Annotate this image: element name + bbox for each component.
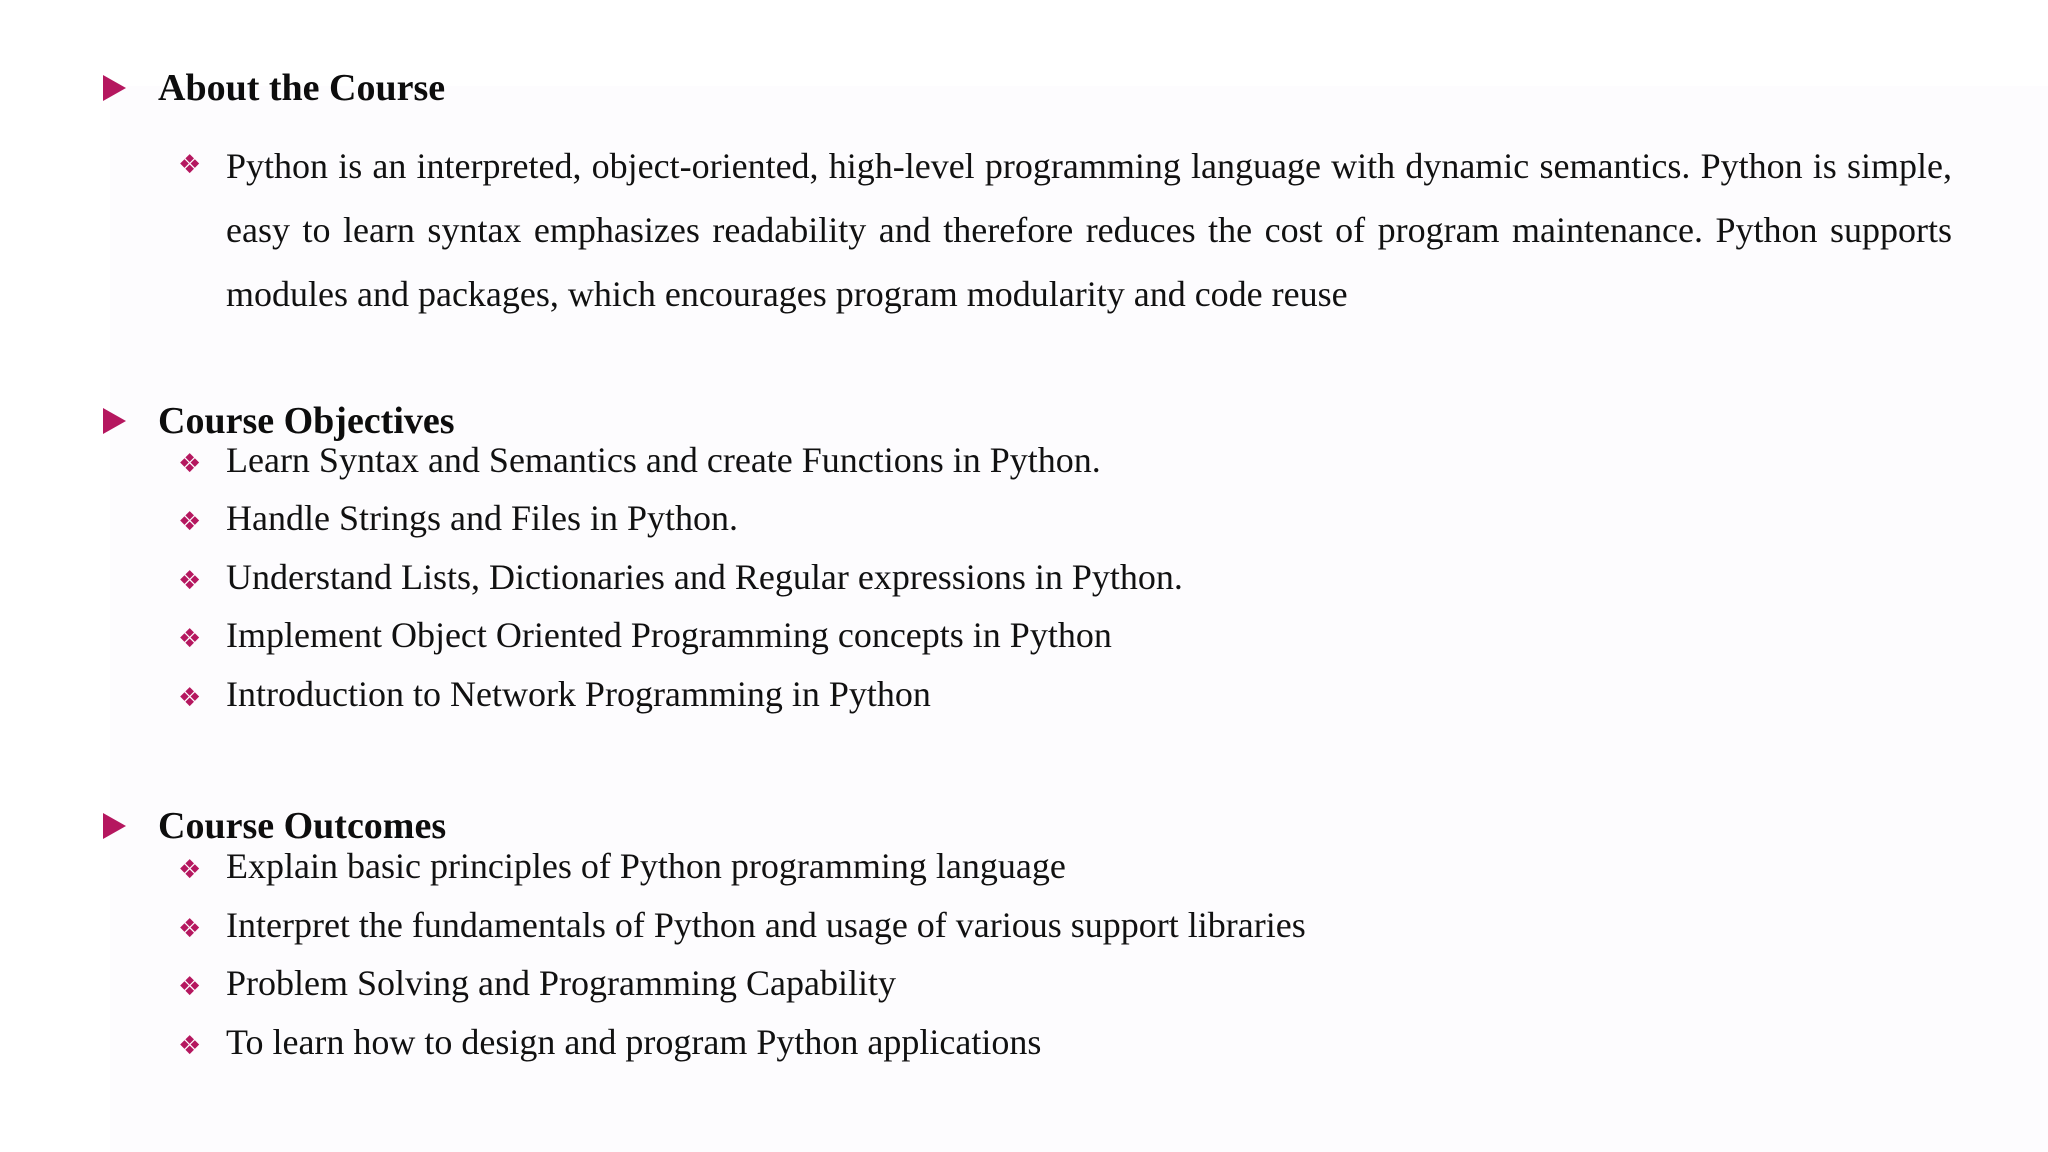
list-item-text: Explain basic principles of Python programming language <box>226 846 1066 886</box>
diamond-bullet-icon: ❖ <box>178 683 202 713</box>
diamond-bullet-icon: ❖ <box>178 449 202 479</box>
section-heading-text: Course Objectives <box>158 400 455 442</box>
list-item-text: Interpret the fundamentals of Python and usage of various support libraries <box>226 905 1306 945</box>
section-heading-text: About the Course <box>158 67 446 109</box>
diamond-bullet-icon: ❖ <box>178 1031 202 1061</box>
list-item-text: To learn how to design and program Python applications <box>226 1022 1042 1062</box>
diamond-bullet-icon: ❖ <box>178 914 202 944</box>
diamond-bullet-icon: ❖ <box>178 624 202 654</box>
list-item-text: Understand Lists, Dictionaries and Regular expressions in Python. <box>226 557 1183 597</box>
list-item-text: Implement Object Oriented Programming concepts in Python <box>226 615 1112 655</box>
diamond-bullet-icon: ❖ <box>178 972 202 1002</box>
triangle-bullet-icon <box>103 813 126 839</box>
triangle-bullet-icon <box>103 75 126 101</box>
list-item-text: Introduction to Network Programming in Python <box>226 674 931 714</box>
course-description: Python is an interpreted, object-oriented, high-level programming language with dynamic semantics. Python is simple, easy to learn syntax emphasizes readability and therefore reduces the cost of program maintenance. Python supports modules and packages, which encourages program modularity and code reuse <box>226 146 1952 314</box>
list-item-text: Problem Solving and Programming Capability <box>226 963 896 1003</box>
section-heading-text: Course Outcomes <box>158 805 447 847</box>
diamond-bullet-icon: ❖ <box>178 566 202 596</box>
list-item-text: Handle Strings and Files in Python. <box>226 498 738 538</box>
diamond-bullet-icon: ❖ <box>178 507 202 537</box>
triangle-bullet-icon <box>103 408 126 434</box>
diamond-bullet-icon: ❖ <box>178 150 202 180</box>
diamond-bullet-icon: ❖ <box>178 855 202 885</box>
list-item-text: Learn Syntax and Semantics and create Functions in Python. <box>226 440 1101 480</box>
